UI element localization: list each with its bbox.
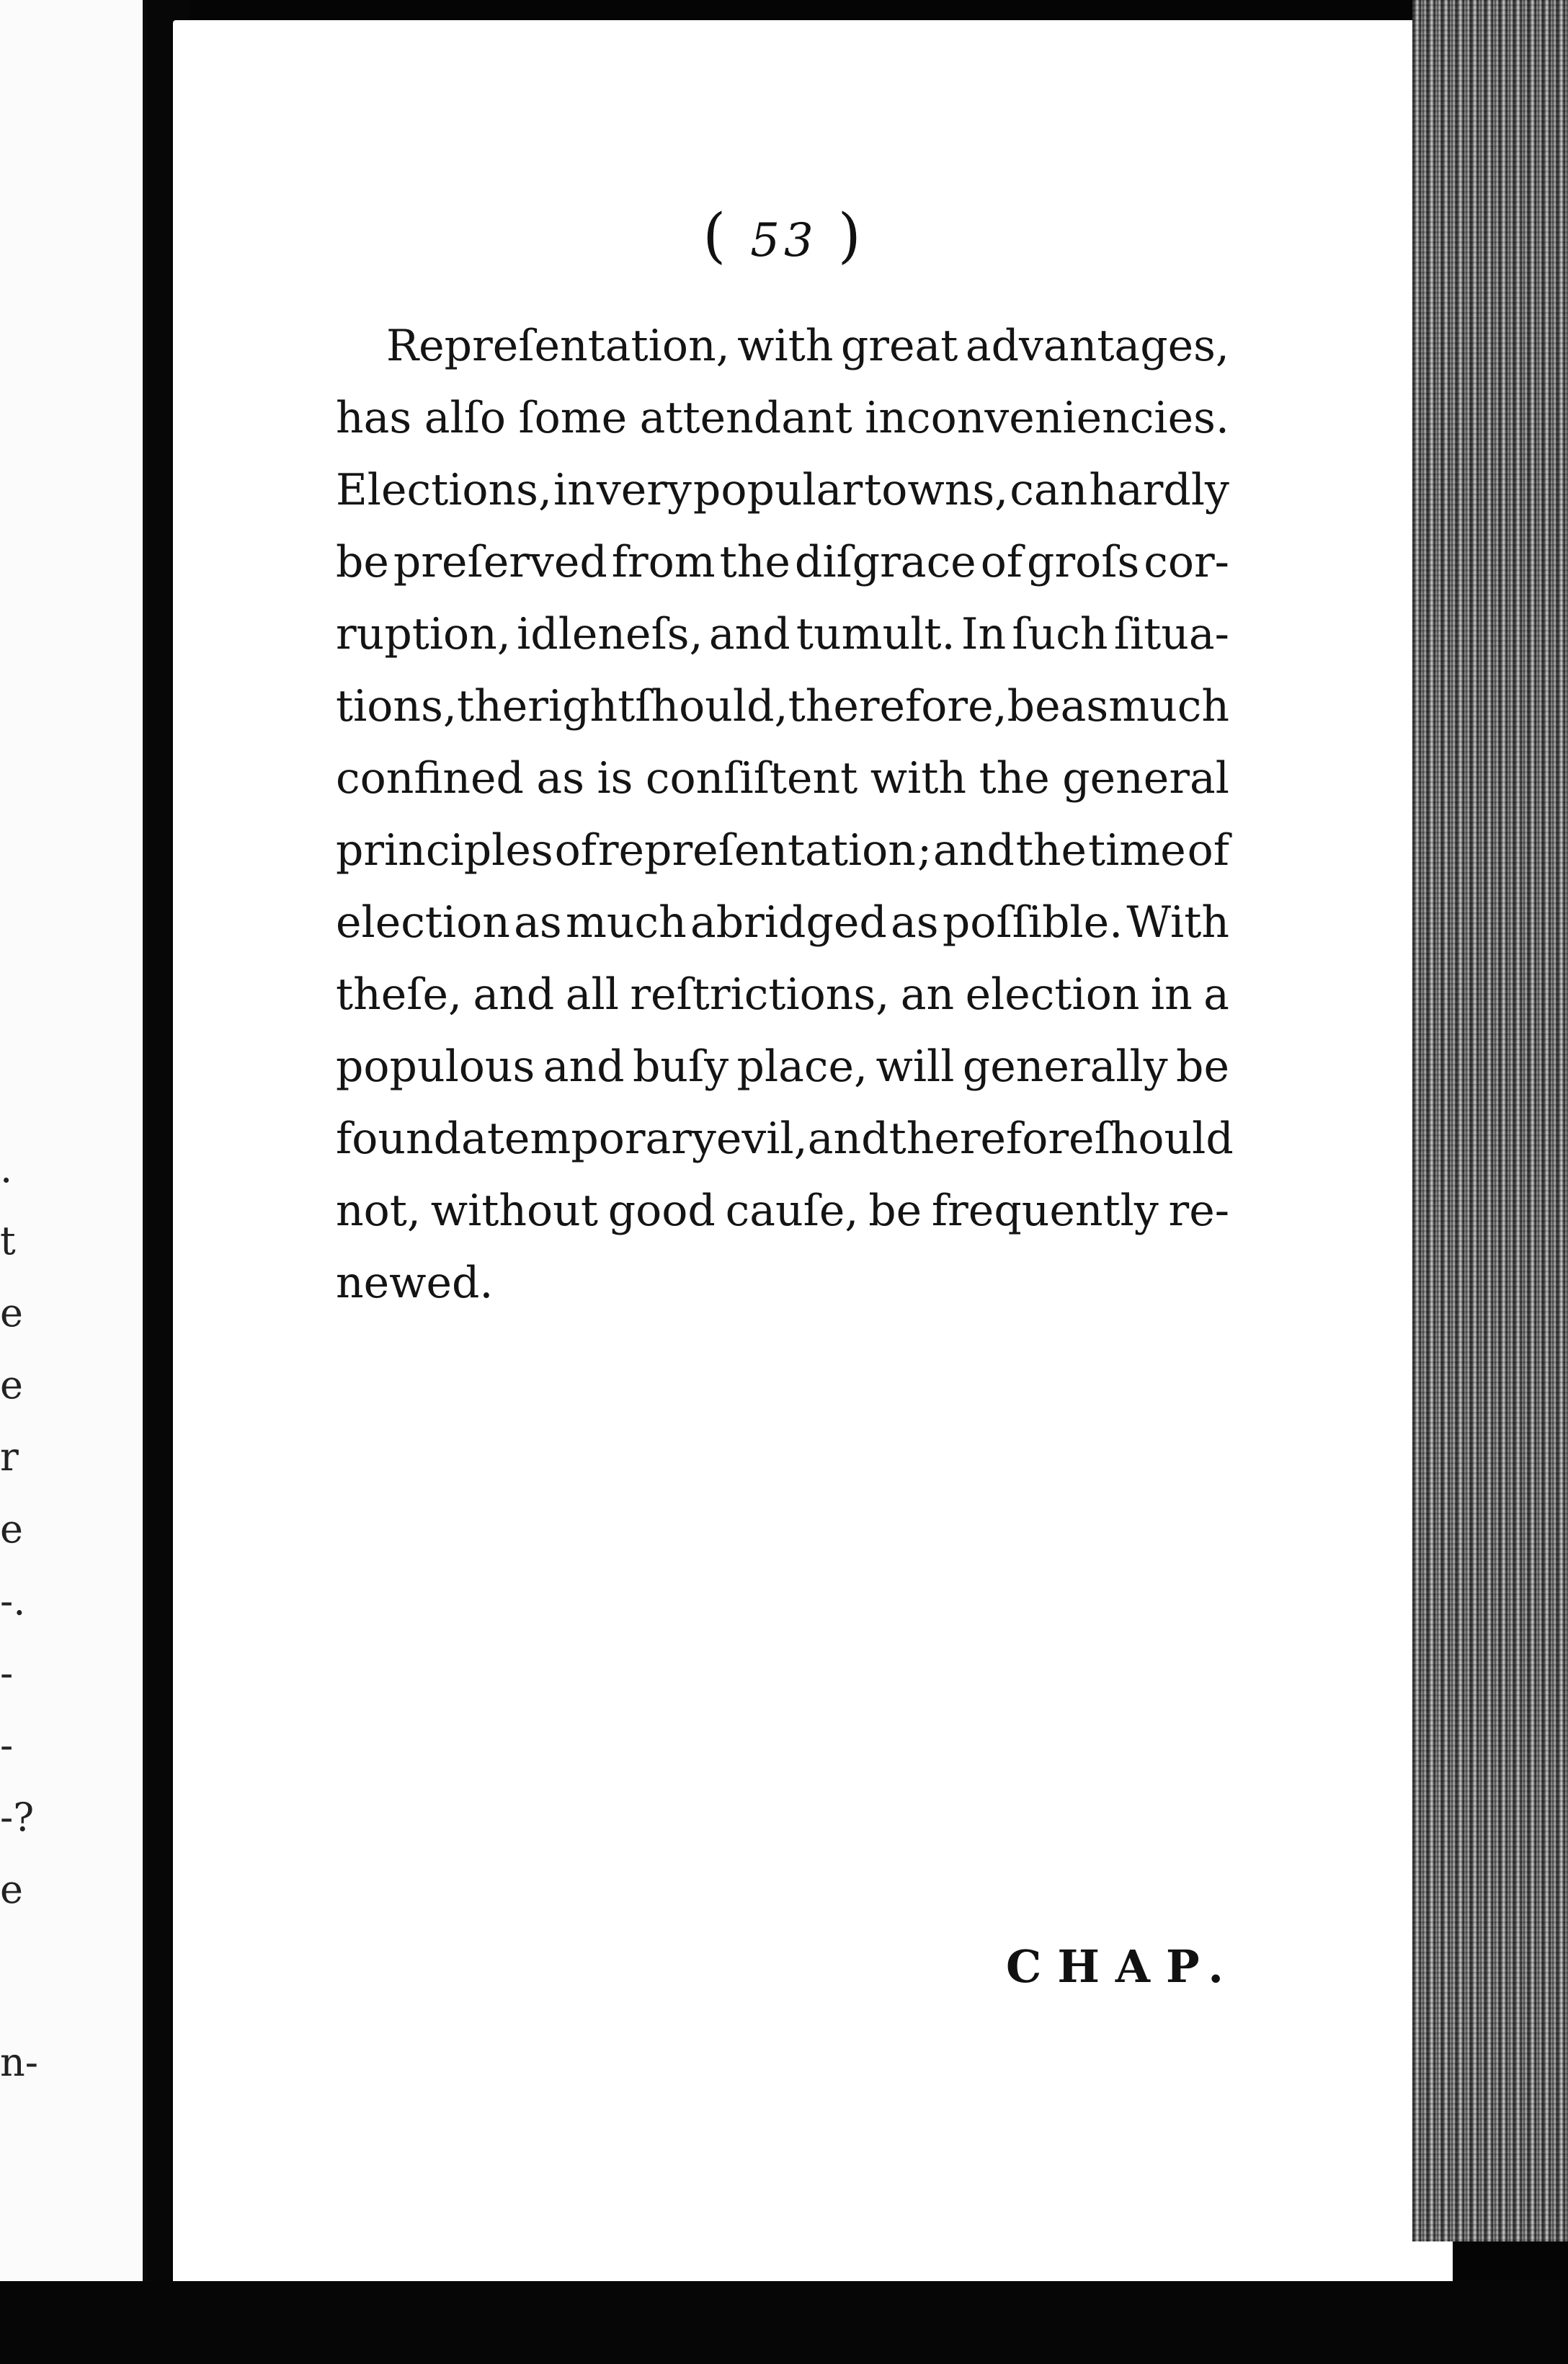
facing-page-fragment: -: [0, 1723, 14, 1768]
word: can: [1010, 465, 1088, 515]
word: attendant: [639, 393, 852, 443]
text-line: [336, 598, 1229, 670]
word: Repreſentation,: [386, 321, 730, 371]
word: ſuch: [1012, 609, 1108, 659]
text-line: [336, 454, 1229, 526]
facing-page-fragment: e: [0, 1290, 23, 1336]
word: populous: [336, 1041, 535, 1092]
text-line: [336, 310, 1229, 382]
word: cauſe,: [725, 1186, 859, 1236]
word: poſſible.: [942, 897, 1123, 948]
text-line: [336, 382, 1229, 454]
word: ;: [917, 825, 932, 876]
word: popular: [692, 465, 863, 515]
word: principles: [336, 825, 553, 876]
text-line: [336, 1103, 1234, 1175]
word: inconveniencies.: [865, 393, 1229, 443]
word: generally: [962, 1041, 1168, 1092]
text-line: [336, 1247, 1229, 1319]
facing-page-fragment: .: [0, 1146, 13, 1191]
body-text: [336, 310, 1234, 1319]
text-line: [336, 1175, 1229, 1247]
word: groſs: [1027, 537, 1140, 587]
word: of: [1187, 825, 1229, 876]
word: be: [1176, 1041, 1229, 1092]
facing-page-fragment: t: [0, 1218, 16, 1263]
word: right: [527, 681, 636, 732]
word: ruption,: [336, 609, 511, 659]
word: of: [980, 537, 1023, 587]
word: found: [336, 1114, 462, 1164]
word: has: [336, 393, 412, 443]
word: general: [1062, 753, 1229, 804]
word: be: [1007, 681, 1061, 732]
word: in: [553, 465, 595, 515]
word: the: [1015, 825, 1087, 876]
word: time: [1088, 825, 1186, 876]
facing-page-fragment: e: [0, 1362, 23, 1408]
word: an: [900, 969, 955, 1020]
word: therefore: [888, 1114, 1095, 1164]
word: good: [607, 1186, 716, 1236]
text-line: [336, 742, 1229, 814]
word: ſhould,: [635, 681, 788, 732]
text-line: [336, 526, 1229, 598]
facing-page-fragment: -.: [0, 1578, 26, 1624]
word: and: [933, 825, 1015, 876]
word: and: [473, 969, 555, 1020]
word: place,: [736, 1041, 868, 1092]
word: all: [565, 969, 619, 1020]
word: re-: [1168, 1186, 1229, 1236]
word: great: [840, 321, 958, 371]
facing-page-text-fragments: [0, 0, 143, 2281]
word: as: [536, 753, 584, 804]
text-line: [336, 814, 1229, 886]
word: the: [719, 537, 790, 587]
text-line: [336, 886, 1229, 959]
catchword: CHAP.: [1006, 1940, 1239, 1993]
word: tions,: [336, 681, 457, 732]
word: and: [708, 609, 790, 659]
word: Elections,: [336, 465, 553, 515]
word: and: [807, 1114, 889, 1164]
word: and: [543, 1041, 625, 1092]
word: preſerved: [393, 537, 607, 587]
word: will: [876, 1041, 955, 1092]
word: therefore,: [788, 681, 1007, 732]
word: as: [891, 897, 939, 948]
close-paren: ): [837, 202, 865, 270]
word: election: [965, 969, 1140, 1020]
facing-page-fragment: r: [0, 1434, 19, 1480]
word: newed.: [336, 1258, 494, 1308]
word: repreſentation: [597, 825, 916, 876]
word: be: [336, 537, 389, 587]
word: not,: [336, 1186, 421, 1236]
word: from: [611, 537, 716, 587]
word: of: [554, 825, 597, 876]
facing-page-fragment: e: [0, 1506, 23, 1552]
word: idleneſs,: [517, 609, 703, 659]
facing-page-fragment: -: [0, 1650, 14, 1696]
word: diſgrace: [794, 537, 976, 587]
word: as: [514, 897, 562, 948]
word: the: [456, 681, 528, 732]
text-line: [336, 959, 1229, 1031]
word: with: [737, 321, 834, 371]
word: buſy: [632, 1041, 729, 1092]
word: cor-: [1144, 537, 1229, 587]
word: ſitua-: [1113, 609, 1229, 659]
word: confined: [336, 753, 524, 804]
word: as: [1060, 681, 1109, 732]
text-line: [336, 1031, 1229, 1103]
word: hardly: [1089, 465, 1229, 515]
word: a: [461, 1114, 487, 1164]
open-paren: (: [703, 202, 731, 270]
word: towns,: [864, 465, 1009, 515]
word: election: [336, 897, 510, 948]
word: frequently: [931, 1186, 1159, 1236]
word: in: [1150, 969, 1193, 1020]
facing-page-left: [0, 0, 147, 2281]
facing-page-fragment: n-: [0, 2040, 39, 2085]
word: without: [430, 1186, 598, 1236]
word: ſhould: [1094, 1114, 1234, 1164]
word: with: [870, 753, 967, 804]
word: much: [1108, 681, 1229, 732]
word: the: [979, 753, 1050, 804]
word: tumult.: [796, 609, 956, 659]
word: In: [961, 609, 1007, 659]
page-number-header: [0, 202, 1568, 270]
text-line: [336, 670, 1229, 742]
word: reſtrictions,: [630, 969, 890, 1020]
word: temporary: [486, 1114, 716, 1164]
word: advantages,: [965, 321, 1229, 371]
word: theſe,: [336, 969, 463, 1020]
word: abridged: [690, 897, 887, 948]
word: very: [596, 465, 692, 515]
word: is: [597, 753, 633, 804]
word: conſiſtent: [645, 753, 858, 804]
word: much: [565, 897, 687, 948]
scan-bottom-border: [0, 2281, 1568, 2364]
word: alſo: [424, 393, 506, 443]
facing-page-fragment: e: [0, 1867, 23, 1912]
word: be: [868, 1186, 922, 1236]
word: With: [1126, 897, 1229, 948]
word: a: [1203, 969, 1229, 1020]
word: evil,: [716, 1114, 808, 1164]
word: ſome: [518, 393, 628, 443]
page-edge-stack: [1412, 0, 1568, 2241]
page-number: 53: [750, 214, 818, 267]
facing-page-fragment: -?: [0, 1795, 35, 1840]
